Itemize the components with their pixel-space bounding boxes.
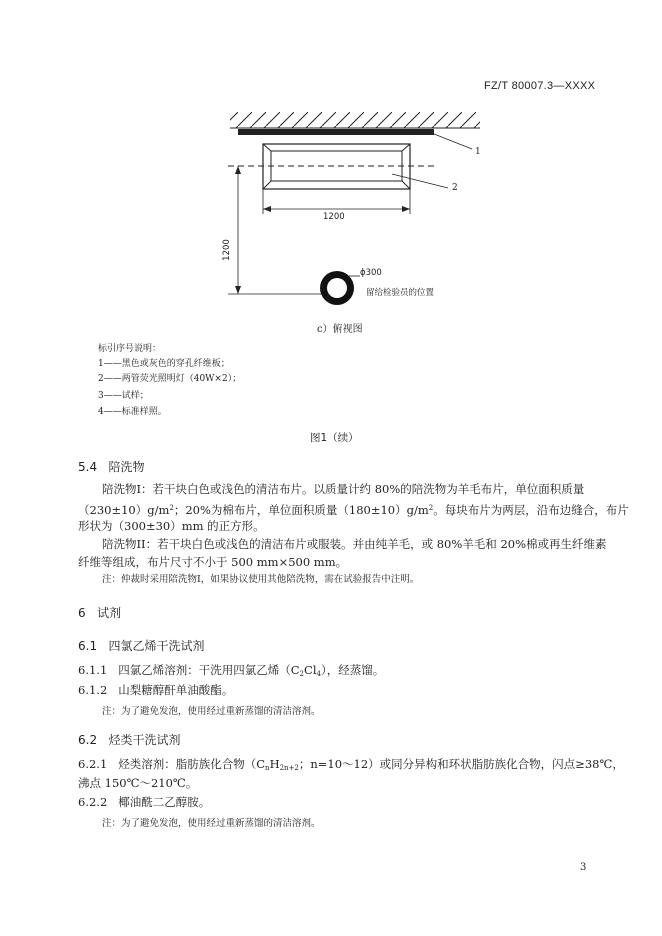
paragraph-line: 纤维等组成，布片尺寸不小于 500 mm×500 mm。 bbox=[78, 555, 348, 569]
page-number: 3 bbox=[580, 862, 587, 873]
section-title: 烃类干洗试剂 bbox=[108, 733, 181, 747]
leader-1 bbox=[434, 134, 472, 149]
document-code: FZ/T 80007.3—XXXX bbox=[484, 80, 596, 92]
width-dimension-label: 1200 bbox=[323, 212, 345, 222]
note: 注：为了避免发泡，使用经过重新蒸馏的清洁溶剂。 bbox=[102, 706, 321, 717]
top-view-diagram bbox=[0, 0, 662, 340]
observer-label: 留给检验员的位置 bbox=[366, 288, 435, 298]
section-title: 试剂 bbox=[97, 606, 122, 620]
diameter-label: ϕ300 bbox=[360, 268, 382, 278]
figure-caption: 图1（续） bbox=[310, 432, 359, 444]
ceiling-hatch bbox=[230, 112, 480, 128]
item-6-1-2: 6.1.2 山梨糖醇酐单油酸酯。 bbox=[78, 683, 234, 697]
callout-2: 2 bbox=[452, 183, 458, 193]
legend-item: 1——黑色或灰色的穿孔纤维板； bbox=[98, 359, 230, 369]
section-title: 四氯乙烯干洗试剂 bbox=[108, 639, 205, 653]
fibreboard-panel bbox=[238, 129, 434, 135]
paragraph-line: $(230\pm 10)g/m^2$；20%为棉布片，单位面积质量$(180\pm 10)g/m^2$。每块布片为两层，沿布边缝合，布片 bbox=[78, 503, 629, 517]
section-6-1-heading bbox=[78, 637, 205, 654]
section-number: 6.2 bbox=[78, 733, 98, 747]
section-5-4-heading bbox=[78, 458, 145, 475]
legend-item: 3——试样； bbox=[98, 391, 149, 401]
section-6-2-heading bbox=[78, 731, 181, 748]
note: 注：为了避免发泡，使用经过重新蒸馏的清洁溶剂。 bbox=[102, 818, 321, 829]
item-6-2-2: 6.2.2 椰油酰二乙醇胺。 bbox=[78, 795, 211, 809]
item-6-2-1: 6.2.1 烃类溶剂：脂肪族化合物（$C_nH_{2n+2}$；n=10～12）或同分异构和环状脂肪族化合物，闪点≥38℃， bbox=[78, 757, 624, 772]
paragraph-line: 陪洗物I：若干块白色或浅色的清洁布片。以质量计约 80%的陪洗物为羊毛布片，单位面积质量 bbox=[102, 482, 585, 496]
legend-title: 标引序号说明： bbox=[98, 344, 162, 354]
section-number: 5.4 bbox=[78, 460, 98, 474]
legend-item: 2——两管荧光照明灯（40W×2）； bbox=[98, 374, 242, 384]
paragraph-line: 沸点 150℃～210℃。 bbox=[78, 776, 198, 790]
subfigure-caption: c）俯视图 bbox=[317, 324, 363, 335]
paragraph-line: 形状为（300±30）mm 的正方形。 bbox=[78, 519, 265, 533]
height-dimension-label: 1200 bbox=[221, 239, 232, 261]
paragraph-line: 陪洗物II：若干块白色或浅色的清洁布片或服装。并由纯羊毛，或 80%羊毛和 20%棉或再生纤维素 bbox=[102, 537, 607, 551]
section-number: 6 bbox=[78, 606, 86, 620]
section-6-heading bbox=[78, 604, 121, 621]
section-title: 陪洗物 bbox=[108, 460, 145, 474]
item-6-1-1: 6.1.1 四氯乙烯溶剂：干洗用四氯乙烯$(C_2Cl_4)$，经蒸馏。 bbox=[78, 663, 385, 678]
callout-1: 1 bbox=[475, 147, 481, 157]
note: 注：仲裁时采用陪洗物I，如果协议使用其他陪洗物，需在试验报告中注明。 bbox=[102, 574, 420, 585]
section-number: 6.1 bbox=[78, 639, 98, 653]
legend-item: 4——标准样照。 bbox=[98, 407, 167, 417]
